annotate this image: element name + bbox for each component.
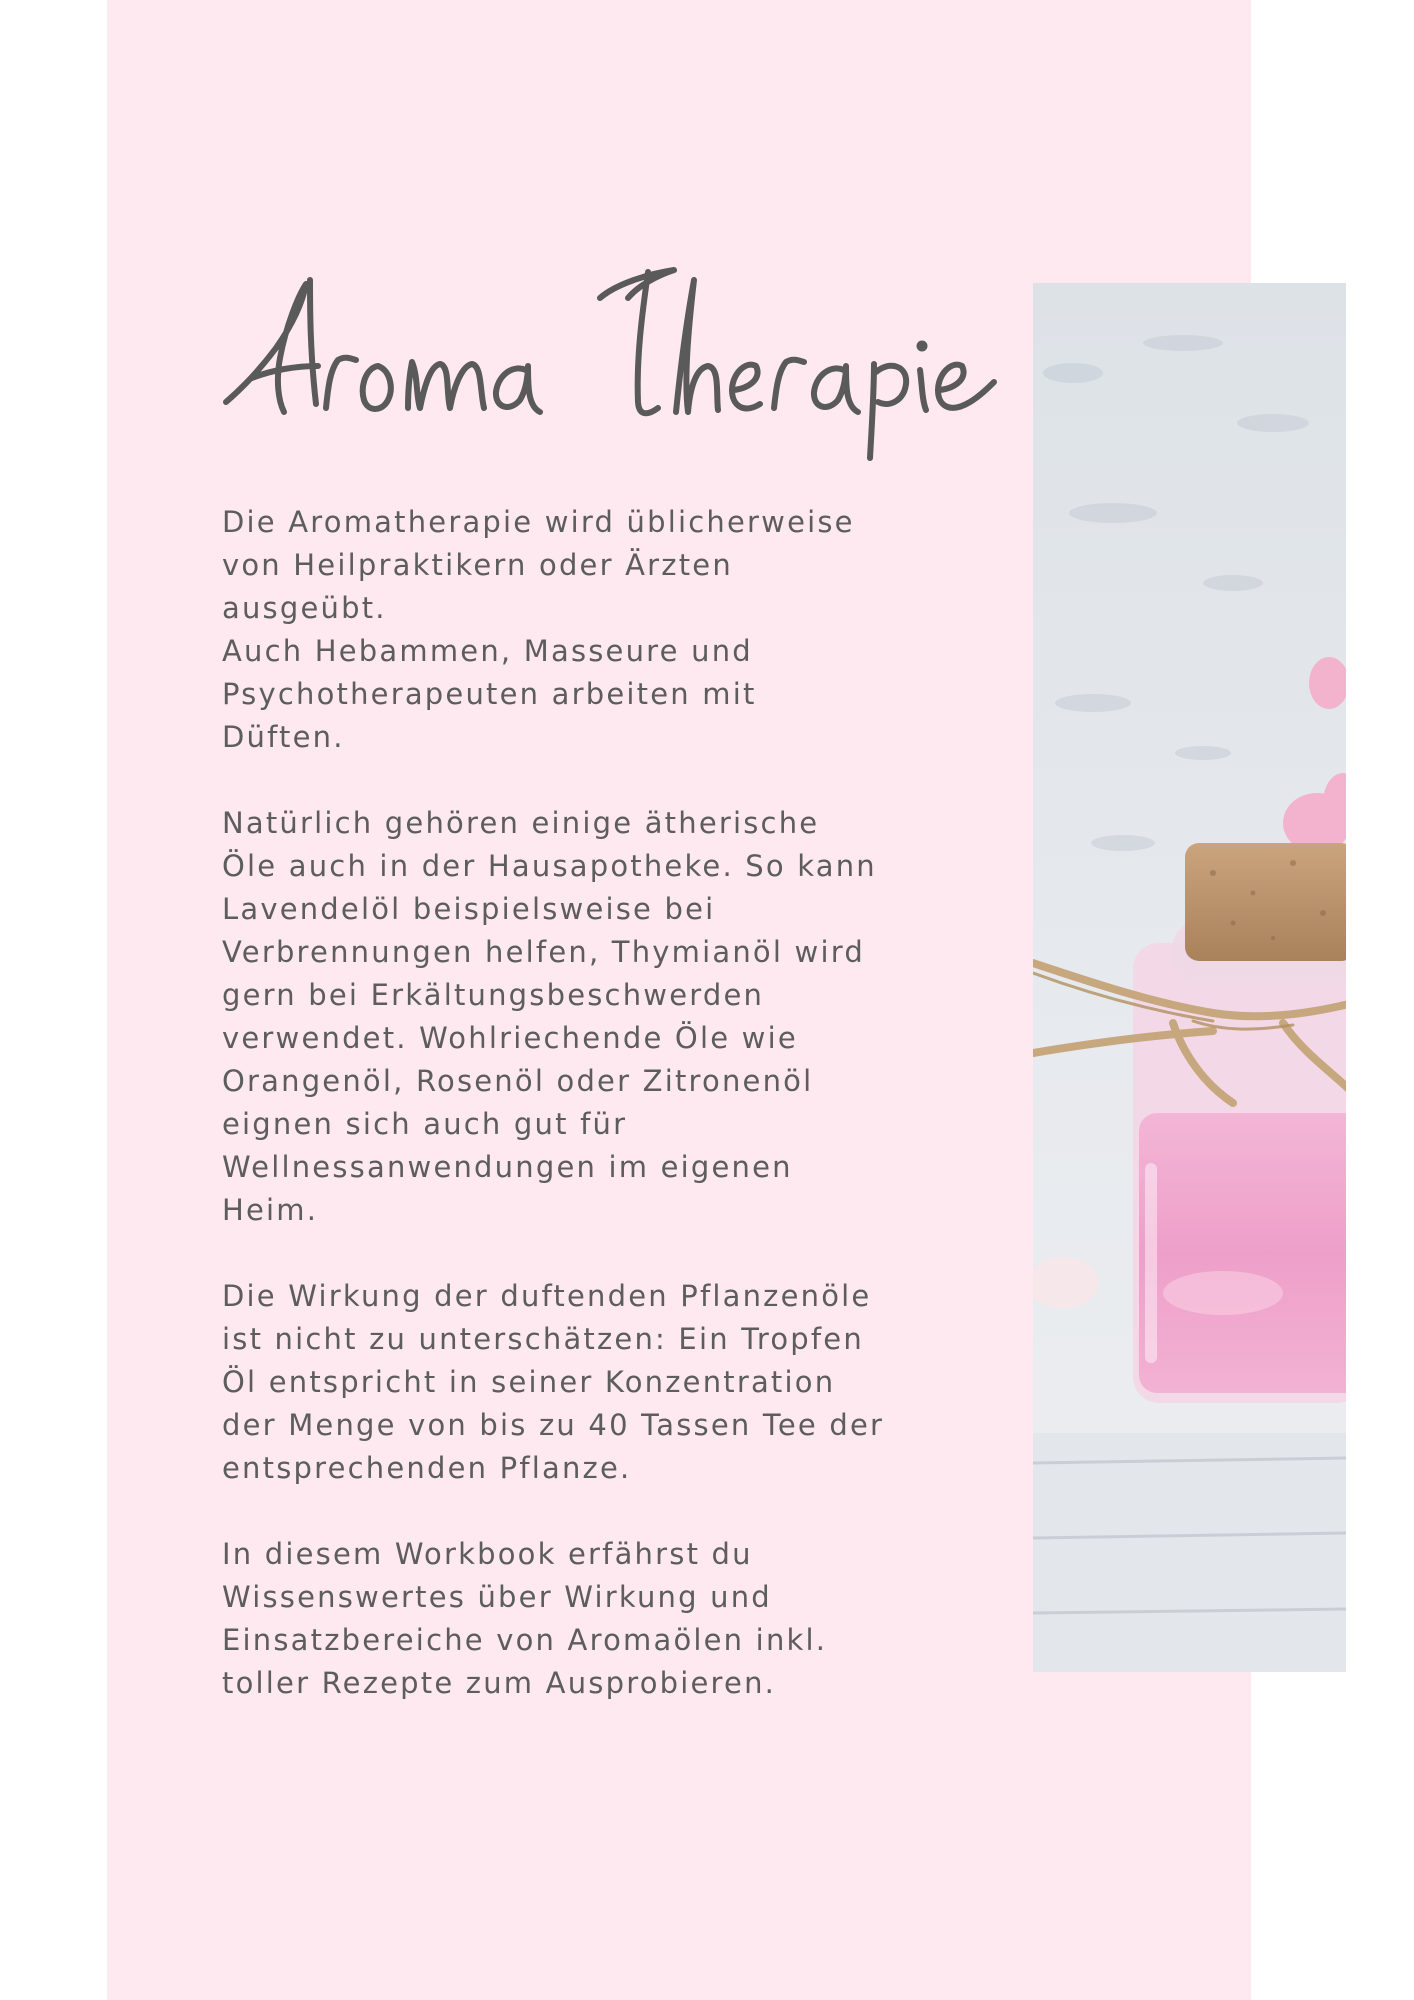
text-line: toller Rezepte zum Ausprobieren. bbox=[222, 1666, 777, 1700]
text-line: verwendet. Wohlriechende Öle wie bbox=[222, 1021, 798, 1055]
text-line: Wellnessanwendungen im eigenen bbox=[222, 1150, 793, 1184]
text-line: In diesem Workbook erfährst du bbox=[222, 1537, 753, 1571]
text-line: Die Aromatherapie wird üblicherweise bbox=[222, 505, 855, 539]
text-line: Heim. bbox=[222, 1193, 319, 1227]
text-line: der Menge von bis zu 40 Tassen Tee der bbox=[222, 1408, 885, 1442]
oil-bottle-photo bbox=[1033, 283, 1346, 1672]
text-line: Öle auch in der Hausapotheke. So kann bbox=[222, 849, 877, 883]
paragraph-workbook bbox=[222, 1533, 962, 1705]
paragraph-profession bbox=[222, 501, 962, 759]
intro-text bbox=[222, 501, 962, 1705]
text-line: Die Wirkung der duftenden Pflanzenöle bbox=[222, 1279, 872, 1313]
text-line: Öl entspricht in seiner Konzentration bbox=[222, 1365, 836, 1399]
script-title-lettering bbox=[218, 262, 1008, 462]
text-line: Orangenöl, Rosenöl oder Zitronenöl bbox=[222, 1064, 814, 1098]
text-line: Lavendelöl beispielsweise bei bbox=[222, 892, 716, 926]
oil-bottle-illustration bbox=[1033, 283, 1346, 1672]
text-line: Psychotherapeuten arbeiten mit bbox=[222, 677, 757, 711]
text-line: Natürlich gehören einige ätherische bbox=[222, 806, 820, 840]
text-line: Einsatzbereiche von Aromaölen inkl. bbox=[222, 1623, 828, 1657]
text-line: Wissenswertes über Wirkung und bbox=[222, 1580, 772, 1614]
text-line: Verbrennungen helfen, Thymianöl wird bbox=[222, 935, 865, 969]
text-line: entsprechenden Pflanze. bbox=[222, 1451, 632, 1485]
paragraph-home-pharmacy bbox=[222, 802, 962, 1232]
text-line: ist nicht zu unterschätzen: Ein Tropfen bbox=[222, 1322, 864, 1356]
paragraph-effect bbox=[222, 1275, 962, 1490]
text-line: Düften. bbox=[222, 720, 345, 754]
text-line: ausgeübt. bbox=[222, 591, 387, 625]
text-line: Auch Hebammen, Masseure und bbox=[222, 634, 753, 668]
text-line: eignen sich auch gut für bbox=[222, 1107, 628, 1141]
page-title bbox=[218, 262, 1008, 462]
text-line: von Heilpraktikern oder Ärzten bbox=[222, 548, 733, 582]
text-line: gern bei Erkältungsbeschwerden bbox=[222, 978, 765, 1012]
